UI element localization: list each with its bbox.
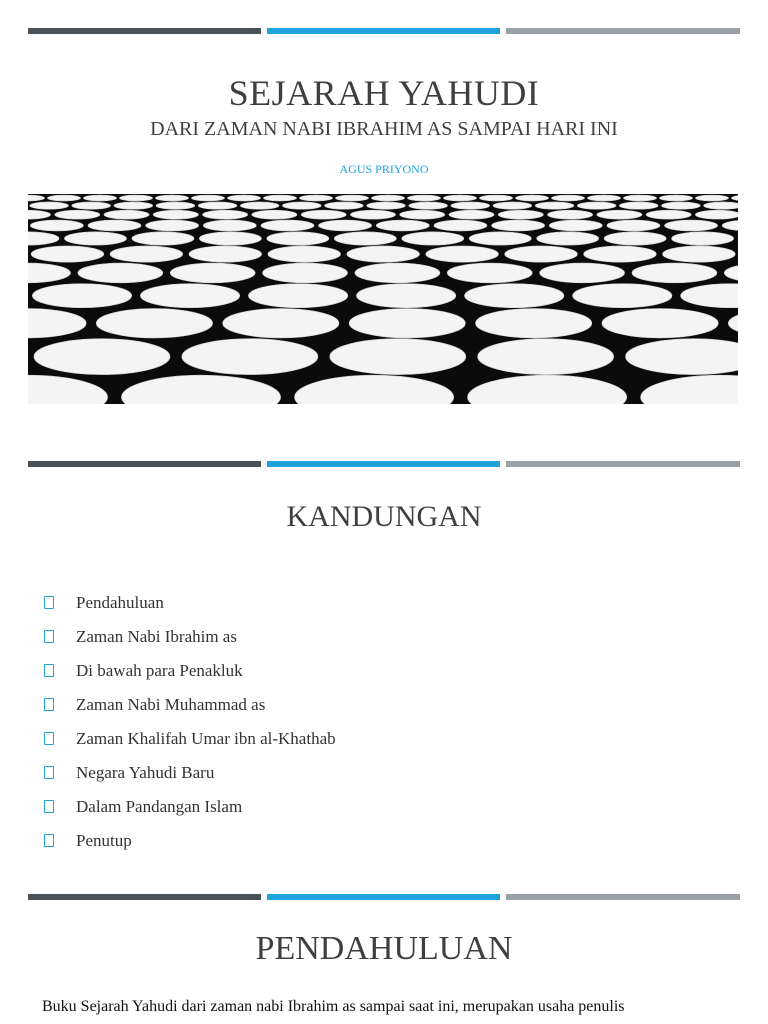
list-item-label: Dalam Pandangan Islam <box>76 797 243 816</box>
list-item <box>40 756 336 790</box>
list-item-label: Negara Yahudi Baru <box>76 763 215 782</box>
list-item <box>40 586 336 620</box>
list-item <box>40 824 336 858</box>
square-bullet-icon <box>44 732 54 745</box>
list-item-label: Zaman Nabi Muhammad as <box>76 695 266 714</box>
divider-segment-gray <box>506 28 740 34</box>
list-item-label: Di bawah para Penakluk <box>76 661 243 680</box>
square-bullet-icon <box>44 698 54 711</box>
list-item-label: Penutup <box>76 831 132 850</box>
intro-paragraph: Buku Sejarah Yahudi dari zaman nabi Ibrahim as sampai saat ini, merupakan usaha penulis <box>42 998 625 1015</box>
square-bullet-icon <box>44 664 54 677</box>
hero-disc-pattern <box>28 194 738 404</box>
list-item <box>40 790 336 824</box>
contents-list <box>40 586 336 858</box>
hero-image <box>28 194 738 404</box>
slide-subtitle: DARI ZAMAN NABI IBRAHIM AS SAMPAI HARI INI <box>150 118 618 140</box>
square-bullet-icon <box>44 596 54 609</box>
square-bullet-icon <box>44 630 54 643</box>
divider-segment-dark <box>28 28 261 34</box>
divider-segment-blue <box>267 461 500 467</box>
square-bullet-icon <box>44 800 54 813</box>
divider-segment-blue <box>267 894 500 900</box>
square-bullet-icon <box>44 766 54 779</box>
divider-segment-gray <box>506 894 740 900</box>
list-item-label: Zaman Khalifah Umar ibn al-Khathab <box>76 729 336 748</box>
list-item <box>40 688 336 722</box>
slide-author: AGUS PRIYONO <box>339 162 429 176</box>
section-divider-intro <box>28 894 740 900</box>
divider-segment-blue <box>267 28 500 34</box>
intro-heading: PENDAHULUAN <box>255 930 513 967</box>
top-divider <box>28 28 740 34</box>
list-item <box>40 722 336 756</box>
divider-segment-dark <box>28 461 261 467</box>
list-item <box>40 620 336 654</box>
section-divider-contents <box>28 461 740 467</box>
divider-segment-dark <box>28 894 261 900</box>
divider-segment-gray <box>506 461 740 467</box>
list-item-label: Zaman Nabi Ibrahim as <box>76 627 237 646</box>
square-bullet-icon <box>44 834 54 847</box>
list-item <box>40 654 336 688</box>
contents-heading: KANDUNGAN <box>286 500 482 533</box>
list-item-label: Pendahuluan <box>76 593 164 612</box>
slide-title: SEJARAH YAHUDI <box>228 73 540 113</box>
